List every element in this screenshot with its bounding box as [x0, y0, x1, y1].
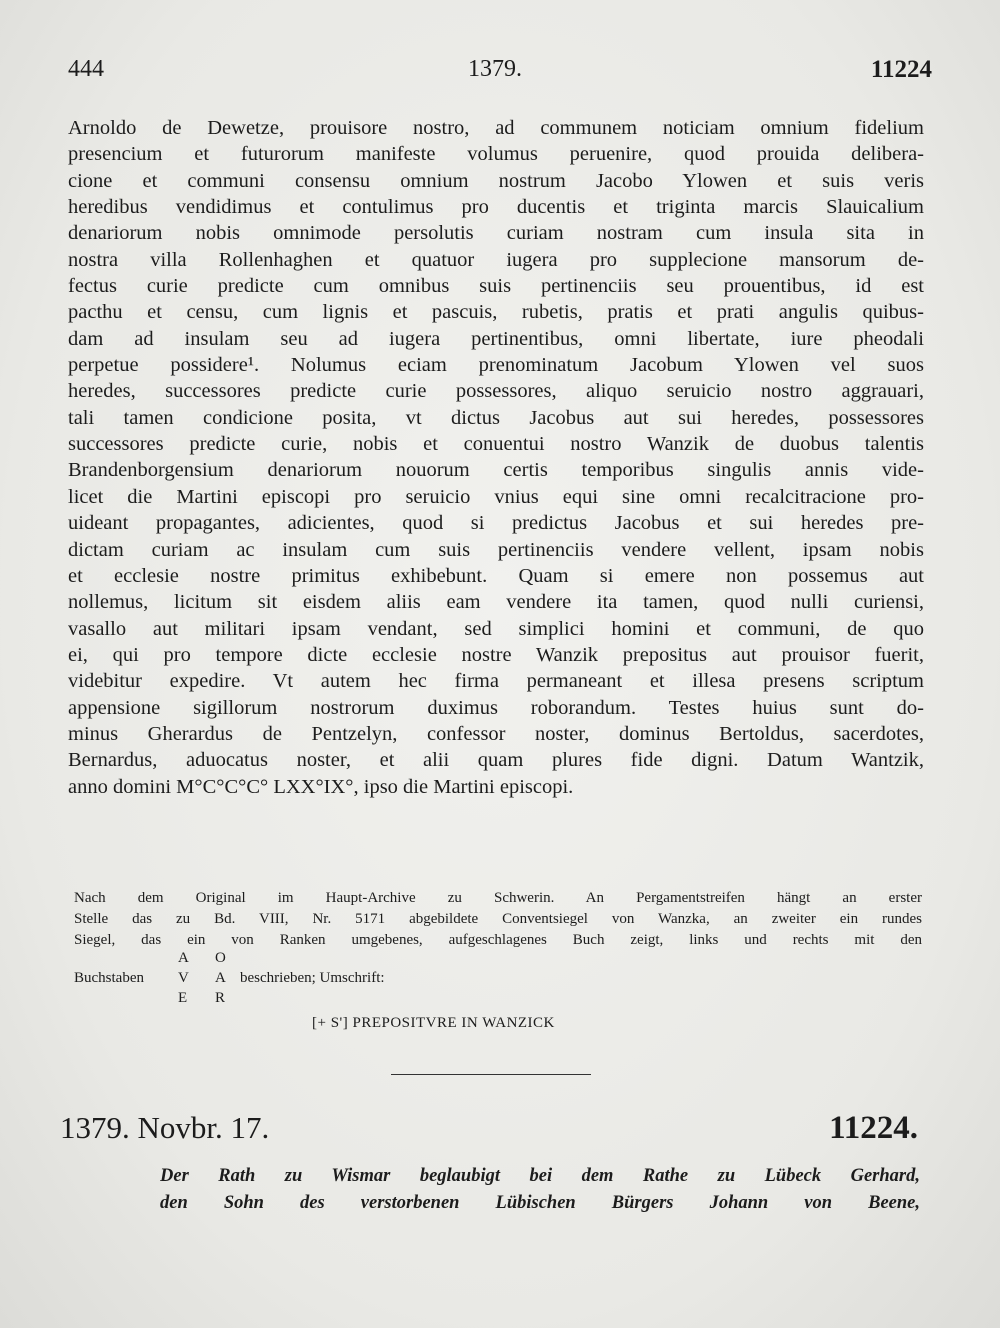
text-line: presencium et futurorum manifeste volumus peruenire, quod prouida delibera- [68, 143, 924, 166]
note-line: Nach dem Original im Haupt-Archive zu Schwerin. An Pergamentstreifen hängt an erster [74, 890, 922, 906]
text-line: Arnoldo de Dewetze, prouisore nostro, ad communem noticiam omnium fidelium [68, 117, 924, 139]
entry-regest [160, 1163, 920, 1217]
text-line: videbitur expedire. Vt autem hec firma permaneant et illesa presens scriptum [68, 670, 924, 693]
text-line: licet die Martini episcopi pro seruicio vnius equi sine omni recalcitracione pro- [68, 485, 924, 508]
entry-date: 1379. Novbr. 17. [60, 1110, 270, 1145]
text-line: nostra villa Rollenhaghen et quatuor iugera pro supplecione mansorum de- [68, 248, 924, 271]
text-line: dam ad insulam seu ad iugera pertinentibus, omni libertate, iure pheodali [68, 327, 924, 350]
seal-inscription: [+ S'] PREPOSITVRE IN WANZICK [312, 1015, 555, 1031]
text-line: heredibus vendidimus et contulimus pro ducentis et triginta marcis Slauicalium [68, 196, 924, 219]
seal-letter: O [215, 950, 226, 966]
seal-description: beschrieben; Umschrift: [240, 970, 385, 986]
text-line: Bernardus, aduocatus noster, et alii quam plures fide digni. Datum Wantzik, [68, 749, 924, 772]
text-line: fectus curie predicte cum omnibus suis pertinenciis seu prouentibus, id est [68, 275, 924, 298]
text-line: minus Gherardus de Pentzelyn, confessor noster, dominus Bertoldus, sacerdotes, [68, 722, 924, 745]
text-line: ei, qui pro tempore dicte ecclesie nostre Wanzik prepositus aut prouisor fuerit, [68, 643, 924, 666]
text-line: anno domini M°C°C°C° LXX°IX°, ipso die Martini episcopi. [68, 775, 574, 798]
text-line: et ecclesie nostre primitus exhibebunt. Quam si emere non possemus aut [68, 564, 924, 587]
text-line: pacthu et censu, cum lignis et pascuis, rubetis, pratis et prati angulis quibus- [68, 301, 924, 324]
seal-letters [74, 950, 574, 1010]
header-year: 1379. [468, 56, 522, 82]
text-line: uideant propagantes, adicientes, quod si predictus Jacobus et sui heredes pre- [68, 512, 924, 535]
seal-letter: A [178, 950, 189, 966]
text-line: vasallo aut militari ipsam vendant, sed simplici homini et communi, de quo [68, 617, 924, 640]
text-line: tali tamen condicione posita, vt dictus Jacobus aut sui heredes, possessores [68, 406, 924, 429]
text-line: cione et communi consensu omnium nostrum Jacobo Ylowen et suis veris [68, 169, 924, 192]
text-line: Brandenborgensium denariorum nouorum certis temporibus singulis annis vide- [68, 459, 924, 482]
text-line: heredes, successores predicte curie possessores, aliquo seruicio nostro aggrauari, [68, 380, 924, 403]
document-number: 11224 [870, 56, 932, 83]
regest-line: Der Rath zu Wismar beglaubigt bei dem Rathe zu Lübeck Gerhard, [160, 1166, 920, 1186]
note-line: Siegel, das ein von Ranken umgebenes, aufgeschlagenes Buch zeigt, links und rechts mit den [74, 932, 922, 948]
seal-letter: A [215, 970, 226, 986]
seal-letter: R [215, 990, 226, 1006]
seal-letter: V [178, 970, 189, 986]
buchstaben-label: Buchstaben [74, 970, 144, 986]
page-header [68, 56, 932, 90]
text-line: dictam curiam ac insulam cum suis pertinenciis vendere vellent, ipsam nobis [68, 538, 924, 561]
text-line: appensione sigillorum nostrorum duximus roborandum. Testes huius sunt do- [68, 696, 924, 719]
regest-line: den Sohn des verstorbenen Lübischen Bürgers Johann von Beene, [160, 1193, 920, 1213]
entry-number: 11224. [829, 1110, 918, 1146]
text-line: perpetue possidere¹. Nolumus eciam prenominatum Jacobum Ylowen vel suos [68, 354, 924, 377]
page-number: 444 [68, 56, 104, 82]
editorial-note [74, 888, 922, 951]
entry-heading [60, 1110, 920, 1154]
text-line: successores predicte curie, nobis et conuentui nostro Wanzik de duobus talentis [68, 433, 924, 456]
text-line: nollemus, licitum sit eisdem aliis eam vendere ita tamen, quod nulli curiensi, [68, 591, 924, 614]
charter-text [68, 115, 924, 800]
seal-letter: E [178, 990, 188, 1006]
text-line: denariorum nobis omnimode persolutis curiam nostram cum insula sita in [68, 222, 924, 245]
section-divider [391, 1074, 591, 1075]
note-line: Stelle das zu Bd. VIII, Nr. 5171 abgebildete Conventsiegel von Wanzka, an zweiter ein rundes [74, 911, 922, 927]
